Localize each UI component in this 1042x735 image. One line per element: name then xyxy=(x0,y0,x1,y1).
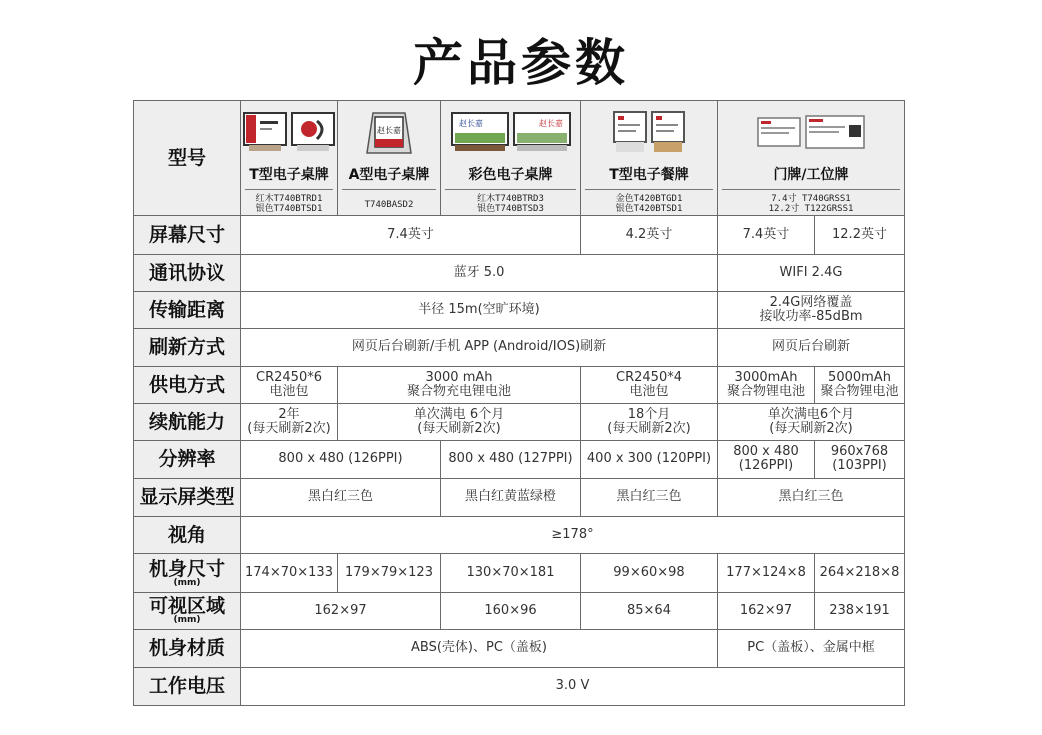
product-name: T型电子餐牌 xyxy=(609,167,689,184)
row-view-area xyxy=(134,592,905,629)
color-sign-text: 赵长嘉 xyxy=(538,119,563,129)
product-codes: 红木T740BTRD3 银色T740BTSD3 xyxy=(477,194,544,215)
row-label: 供电方式 xyxy=(134,366,241,403)
product-spec-table xyxy=(133,100,905,706)
product-t-desk-sign xyxy=(241,101,338,216)
cell-value: 85×64 xyxy=(581,592,718,629)
cell-value: PC（盖板）、金属中框 xyxy=(718,630,905,667)
row-voltage xyxy=(134,667,905,706)
cell-value: 网页后台刷新/手机 APP (Android/IOS)刷新 xyxy=(241,329,718,366)
product-name: T型电子桌牌 xyxy=(249,167,329,184)
row-label: 可视区域 (mm) xyxy=(134,592,241,629)
cell-value: WIFI 2.4G xyxy=(718,254,905,291)
cell-value: 单次满电6个月 (每天刷新2次) xyxy=(718,403,905,440)
product-name: 门牌/工位牌 xyxy=(773,167,849,184)
door-sign-image xyxy=(718,107,904,157)
t-desk-sign-image xyxy=(241,107,337,157)
cell-value: 99×60×98 xyxy=(581,554,718,592)
color-sign-text: 赵长嘉 xyxy=(458,119,483,129)
cell-value: 162×97 xyxy=(718,592,815,629)
cell-value: 12.2英寸 xyxy=(815,216,905,254)
cell-value: 800 x 480 (126PPI) xyxy=(718,441,815,478)
cell-value: ABS(壳体)、PC（盖板) xyxy=(241,630,718,667)
product-codes: 金色T420BTGD1 银色T420BTSD1 xyxy=(615,194,683,215)
cell-value: 800 x 480 (127PPI) xyxy=(441,441,581,478)
cell-value: 黑白红三色 xyxy=(241,478,441,516)
product-name: A型电子桌牌 xyxy=(348,167,430,184)
cell-value: 3000 mAh 聚合物充电锂电池 xyxy=(338,366,581,403)
cell-value: 黑白红三色 xyxy=(718,478,905,516)
cell-value: 960x768 (103PPI) xyxy=(815,441,905,478)
cell-value: 177×124×8 xyxy=(718,554,815,592)
row-distance xyxy=(134,291,905,328)
cell-value: 黑白红黄蓝绿橙 xyxy=(441,478,581,516)
page-title: 产品参数 xyxy=(413,34,629,92)
product-color-desk-sign xyxy=(441,101,581,216)
cell-value: 160×96 xyxy=(441,592,581,629)
row-material xyxy=(134,630,905,667)
color-desk-sign-image xyxy=(441,107,580,157)
cell-value: 蓝牙 5.0 xyxy=(241,254,718,291)
cell-value: 400 x 300 (120PPI) xyxy=(581,441,718,478)
cell-value: 黑白红三色 xyxy=(581,478,718,516)
model-label: 型号 xyxy=(134,101,241,216)
cell-value: 2.4G网络覆盖 接收功率-85dBm xyxy=(718,291,905,328)
cell-value: ≥178° xyxy=(241,517,905,554)
row-protocol xyxy=(134,254,905,291)
row-label: 机身材质 xyxy=(134,630,241,667)
cell-value: 162×97 xyxy=(241,592,441,629)
product-codes: 7.4寸 T740GRSS1 12.2寸 T122GRSS1 xyxy=(768,194,854,215)
row-label: 机身尺寸 (mm) xyxy=(134,554,241,592)
product-a-desk-sign xyxy=(338,101,441,216)
row-battery xyxy=(134,403,905,440)
row-resolution xyxy=(134,441,905,478)
row-label: 刷新方式 xyxy=(134,329,241,366)
row-label: 工作电压 xyxy=(134,667,241,706)
cell-value: 3.0 V xyxy=(241,667,905,706)
a-sign-text: 赵长嘉 xyxy=(377,126,401,136)
row-label: 传输距离 xyxy=(134,291,241,328)
cell-value: 174×70×133 xyxy=(241,554,338,592)
row-display-type xyxy=(134,478,905,516)
cell-value: 网页后台刷新 xyxy=(718,329,905,366)
product-codes: T740BASD2 xyxy=(364,200,414,211)
cell-value: 5000mAh 聚合物锂电池 xyxy=(815,366,905,403)
row-label: 视角 xyxy=(134,517,241,554)
row-refresh xyxy=(134,329,905,366)
cell-value: 264×218×8 xyxy=(815,554,905,592)
row-label: 续航能力 xyxy=(134,403,241,440)
row-power xyxy=(134,366,905,403)
cell-value: 238×191 xyxy=(815,592,905,629)
cell-value: 800 x 480 (126PPI) xyxy=(241,441,441,478)
row-label: 显示屏类型 xyxy=(134,478,241,516)
row-view-angle xyxy=(134,517,905,554)
cell-value: 单次满电 6个月 (每天刷新2次) xyxy=(338,403,581,440)
product-t-menu-sign xyxy=(581,101,718,216)
row-screen-size xyxy=(134,216,905,254)
cell-value: 18个月 (每天刷新2次) xyxy=(581,403,718,440)
row-label: 屏幕尺寸 xyxy=(134,216,241,254)
product-door-sign xyxy=(718,101,905,216)
a-desk-sign-image xyxy=(338,107,440,157)
cell-value: 4.2英寸 xyxy=(581,216,718,254)
cell-value: CR2450*4 电池包 xyxy=(581,366,718,403)
cell-value: 7.4英寸 xyxy=(241,216,581,254)
cell-value: 7.4英寸 xyxy=(718,216,815,254)
cell-value: 3000mAh 聚合物锂电池 xyxy=(718,366,815,403)
cell-value: 半径 15m(空旷环境) xyxy=(241,291,718,328)
t-menu-sign-image xyxy=(581,107,717,157)
row-body-size xyxy=(134,554,905,592)
cell-value: 179×79×123 xyxy=(338,554,441,592)
cell-value: 130×70×181 xyxy=(441,554,581,592)
cell-value: CR2450*6 电池包 xyxy=(241,366,338,403)
row-label: 分辨率 xyxy=(134,441,241,478)
row-label: 通讯协议 xyxy=(134,254,241,291)
product-codes: 红木T740BTRD1 银色T740BTSD1 xyxy=(255,194,323,215)
cell-value: 2年 (每天刷新2次) xyxy=(241,403,338,440)
product-name: 彩色电子桌牌 xyxy=(468,167,553,184)
header-row xyxy=(134,101,905,216)
